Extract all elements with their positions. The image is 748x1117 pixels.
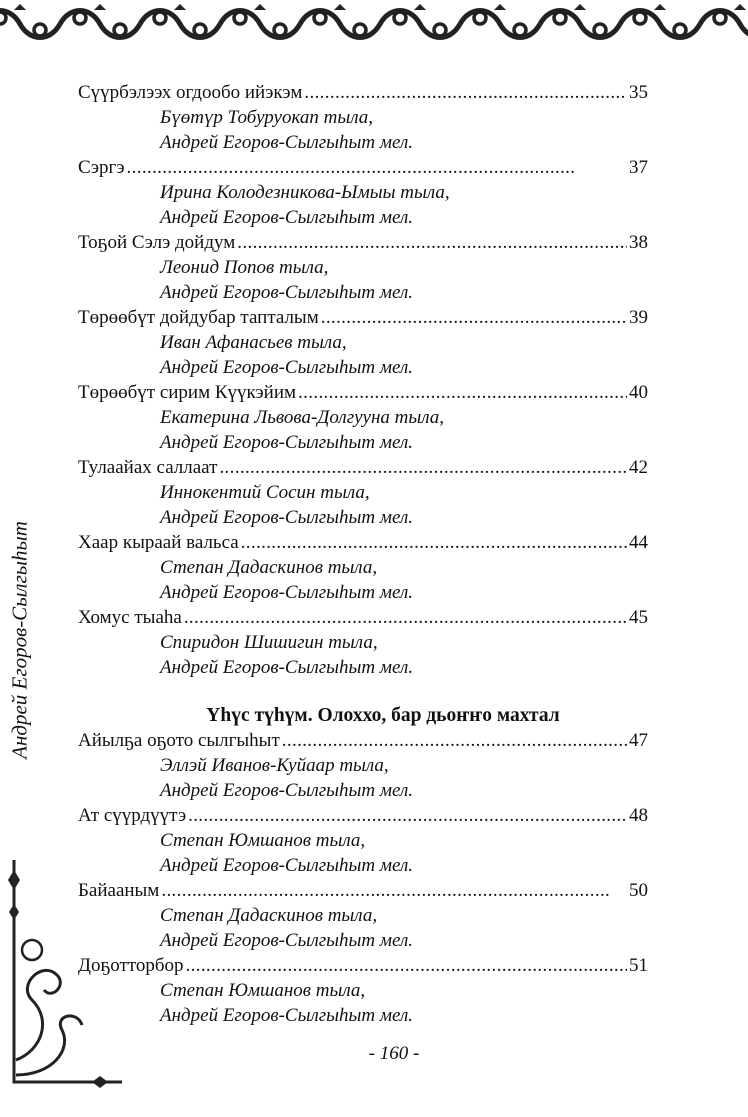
toc-entry (78, 803, 648, 878)
dot-leader (282, 728, 627, 753)
side-caption (2, 490, 38, 790)
lyrics-author: Спиридон Шишигин тыла, (160, 632, 378, 653)
song-title: Айылҕа оҕото сылгыһыт (78, 730, 280, 751)
dot-leader (188, 803, 627, 828)
lyrics-author: Степан Дадаскинов тыла, (160, 557, 378, 578)
lyrics-author: Бүөтүр Тобуруокап тыла, (160, 107, 373, 128)
music-author: Андрей Егоров-Сылгыһыт мел. (160, 930, 413, 951)
toc-entry-title-row (78, 380, 648, 405)
dot-leader (127, 155, 627, 180)
lyrics-author: Екатерина Львова-Долгууна тыла, (160, 407, 445, 428)
music-author: Андрей Егоров-Сылгыһыт мел. (160, 432, 413, 453)
toc-entry (78, 728, 648, 803)
song-title: Тулаайах саллаат (78, 457, 218, 478)
toc-entry (78, 455, 648, 530)
music-author: Андрей Егоров-Сылгыһыт мел. (160, 1005, 413, 1026)
song-title: Төрөөбүт дойдубар тапталым (78, 307, 319, 328)
dot-leader (184, 605, 627, 630)
music-author: Андрей Егоров-Сылгыһыт мел. (160, 132, 413, 153)
dot-leader (161, 878, 627, 903)
toc-entry (78, 80, 648, 155)
toc-entry-title-row (78, 728, 648, 753)
song-title: Ат сүүрдүүтэ (78, 805, 187, 826)
toc-entry (78, 605, 648, 680)
lyrics-author: Степан Дадаскинов тыла, (160, 905, 378, 926)
song-title: Тоҕой Сэлэ дойдум (78, 232, 236, 253)
dot-leader (304, 80, 627, 105)
page-ref: 40 (629, 382, 648, 403)
toc-entry-title-row (78, 878, 648, 903)
page-ref: 48 (629, 805, 648, 826)
song-title: Сэргэ (78, 157, 125, 178)
lyrics-author: Иван Афанасьев тыла, (160, 332, 347, 353)
toc-entry (78, 530, 648, 605)
song-title: Хомус тыаһа (78, 607, 182, 628)
page-ref: 42 (629, 457, 648, 478)
toc-entry (78, 155, 648, 230)
music-author: Андрей Егоров-Сылгыһыт мел. (160, 207, 413, 228)
ornamental-border-top (0, 0, 748, 48)
dot-leader (298, 380, 627, 405)
music-author: Андрей Егоров-Сылгыһыт мел. (160, 282, 413, 303)
side-caption-text: Андрей Егоров-Сылгыһыт (7, 521, 32, 759)
toc-entry (78, 305, 648, 380)
lyrics-author: Степан Юмшанов тыла, (160, 830, 366, 851)
toc-entry (78, 230, 648, 305)
dot-leader (237, 230, 627, 255)
page-ref: 37 (629, 157, 648, 178)
song-title: Сүүрбэлээх огдообо ийэкэм (78, 82, 303, 103)
lyrics-author: Степан Юмшанов тыла, (160, 980, 366, 1001)
toc-entry-title-row (78, 803, 648, 828)
music-author: Андрей Егоров-Сылгыһыт мел. (160, 507, 413, 528)
page-number: - 160 - (368, 1043, 420, 1064)
dot-leader (186, 953, 627, 978)
lyrics-author: Ирина Колодезникова-Ымыы тыла, (160, 182, 450, 203)
lyrics-author: Леонид Попов тыла, (160, 257, 329, 278)
toc-entry-title-row (78, 230, 648, 255)
toc-entry-title-row (78, 80, 648, 105)
lyrics-author: Иннокентий Сосин тыла, (160, 482, 370, 503)
song-title: Байааным (78, 880, 160, 901)
toc-entry (78, 953, 648, 1028)
music-author: Андрей Егоров-Сылгыһыт мел. (160, 657, 413, 678)
toc-entry-title-row (78, 530, 648, 555)
song-title: Хаар кыраай вальса (78, 532, 239, 553)
toc-entry-title-row (78, 455, 648, 480)
toc-entry (78, 380, 648, 455)
toc-entry-title-row (78, 953, 648, 978)
page-ref: 45 (629, 607, 648, 628)
section-heading: Үһүс түһүм. Олоххо, бар дьоҥҥо махтал (206, 705, 560, 726)
toc-entry-title-row (78, 155, 648, 180)
toc-entry-title-row (78, 605, 648, 630)
toc-entry-title-row (78, 305, 648, 330)
page-ref: 47 (629, 730, 648, 751)
lyrics-author: Эллэй Иванов-Куйаар тыла, (160, 755, 389, 776)
page-ref: 38 (629, 232, 648, 253)
toc-entry (78, 878, 648, 953)
music-author: Андрей Егоров-Сылгыһыт мел. (160, 357, 413, 378)
page-ref: 50 (629, 880, 648, 901)
dot-leader (219, 455, 627, 480)
page-ref: 51 (629, 955, 648, 976)
music-author: Андрей Егоров-Сылгыһыт мел. (160, 780, 413, 801)
music-author: Андрей Егоров-Сылгыһыт мел. (160, 582, 413, 603)
dot-leader (321, 305, 627, 330)
music-author: Андрей Егоров-Сылгыһыт мел. (160, 855, 413, 876)
song-title: Доҕотторбор (78, 955, 184, 976)
dot-leader (241, 530, 627, 555)
page-ref: 44 (629, 532, 648, 553)
page-ref: 39 (629, 307, 648, 328)
song-title: Төрөөбүт сирим Күүкэйим (78, 382, 297, 403)
table-of-contents (78, 80, 648, 1028)
page-ref: 35 (629, 82, 648, 103)
